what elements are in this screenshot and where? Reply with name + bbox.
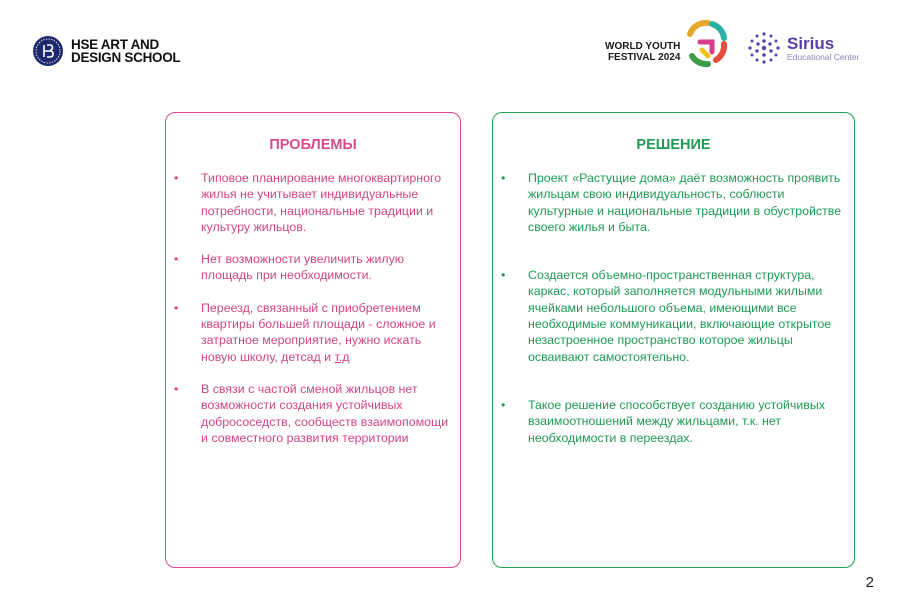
problems-item-3-tail: т.д <box>334 349 350 364</box>
wyf-logo-line2: FESTIVAL 2024 <box>607 52 681 63</box>
sirius-logo-title: Sirius <box>787 33 835 53</box>
problems-item-4: • В связи с частой сменой жильцов нет возможности создания устойчивых добрососедств, сообществ взаимопомощи и совместного развития территории <box>174 381 454 446</box>
problems-item-3-text: Переезд, связанный с приобретением квартиры большей площади - сложное и затратное мероприятие, нужно искать новую школу, детсад и <box>201 300 436 364</box>
solution-title: РЕШЕНИЕ <box>636 137 711 153</box>
sirius-dots-icon <box>746 30 782 66</box>
hse-logo-line2: DESIGN SCHOOL <box>71 50 181 65</box>
wyf-emblem-icon <box>682 20 728 72</box>
problems-item-2: • Нет возможности увеличить жилую площадь при необходимости. <box>174 251 454 284</box>
solution-item-2: • Создается объемно-пространственная структура, каркас, который заполняется модульными жилыми ячейками небольшого объема, имеющими все необходимые коммуникации, включающие открытое незастроенное пространство которое жильцы осваивают самостоятельно. <box>501 267 851 365</box>
solution-list <box>501 170 851 446</box>
problems-title: ПРОБЛЕМЫ <box>269 137 357 153</box>
wyf-logo <box>605 20 728 72</box>
problems-item-3 <box>174 300 454 365</box>
solution-panel <box>492 112 855 568</box>
wyf-logo-line1: WORLD YOUTH <box>605 41 681 52</box>
hse-logo <box>33 36 180 66</box>
sirius-logo-subtitle: Educational Center <box>787 51 860 62</box>
wyf-logo-text <box>605 41 680 63</box>
sirius-logo-text <box>787 35 859 62</box>
hse-emblem-icon <box>33 36 63 66</box>
problems-item-1: • Типовое планирование многоквартирного жилья не учитывает индивидуальные потребности, национальные традиции и культуру жильцов. <box>174 170 454 235</box>
hse-logo-text <box>71 38 180 64</box>
hse-logo-line1: HSE ART AND <box>71 37 159 52</box>
solution-item-1: • Проект «Растущие дома» даёт возможность проявить жильцам свою индивидуальность, соблюсти культурные и национальные традиции в обустройстве своего жилья и быта. <box>501 170 851 235</box>
sirius-logo <box>746 30 859 66</box>
solution-item-3: • Такое решение способствует созданию устойчивых взаимоотношений между жильцами, т.к. нет необходимости в переездах. <box>501 397 851 446</box>
page-number: 2 <box>865 574 874 591</box>
problems-panel <box>165 112 461 568</box>
problems-list <box>174 170 454 446</box>
